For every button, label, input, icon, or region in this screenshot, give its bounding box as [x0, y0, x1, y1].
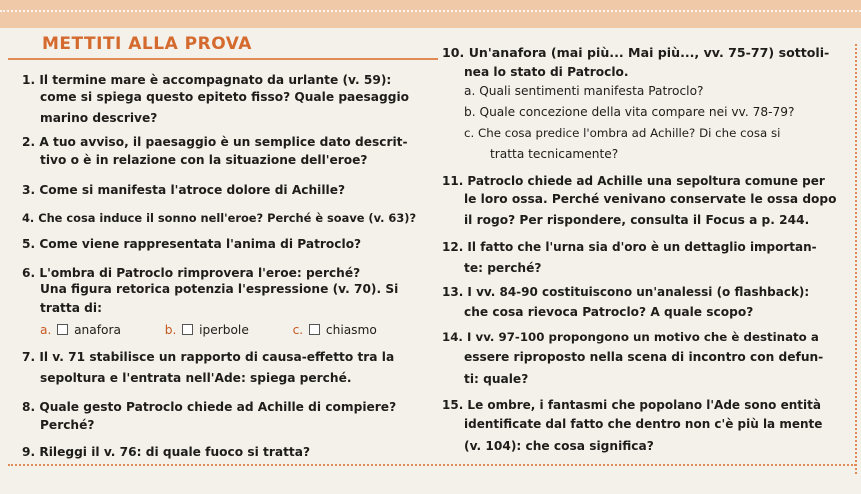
question-6-line-3: tratta di: — [40, 301, 102, 315]
title-underline — [8, 58, 438, 60]
question-2-line-2: tivo o è in relazione con la situazione dell'eroe? — [40, 153, 368, 167]
question-8-line-1: 8. Quale gesto Patroclo chiede ad Achille di compiere? — [22, 400, 397, 414]
question-10-c-line-2: tratta tecnicamente? — [490, 147, 619, 161]
question-11-line-2: le loro ossa. Perché venivano conservate le ossa dopo — [464, 192, 837, 206]
question-15-line-3: (v. 104): che cosa significa? — [464, 439, 654, 453]
question-5: 5. Come viene rappresentata l'anima di Patroclo? — [22, 237, 362, 251]
option-c-letter: c. — [292, 323, 304, 337]
question-10-line-1: 10. Un'anafora (mai più... Mai più..., vv. 75-77) sottoli- — [442, 45, 830, 60]
question-1-line-2: come si spiega questo epiteto fisso? Quale paesaggio — [40, 90, 410, 104]
question-1-line-3: marino descrive? — [40, 111, 158, 125]
option-c-label: chiasmo — [325, 323, 377, 337]
question-8-line-2: Perché? — [40, 418, 95, 432]
option-a-letter: a. — [40, 323, 52, 337]
top-band — [0, 0, 861, 28]
question-11-line-1: 11. Patroclo chiede ad Achille una sepoltura comune per — [442, 174, 825, 188]
option-a-label: anafora — [74, 323, 121, 337]
question-11-line-3: il rogo? Per rispondere, consulta il Focus a p. 244. — [464, 213, 810, 227]
option-b-label: iperbole — [199, 323, 249, 337]
checkbox-anafora[interactable] — [57, 324, 68, 335]
question-12-line-1: 12. Il fatto che l'urna sia d'oro è un dettaglio importan- — [442, 240, 817, 254]
question-14-line-1: 14. I vv. 97-100 propongono un motivo che è destinato a — [442, 330, 819, 344]
question-6-options — [40, 323, 377, 337]
section-title: METTITI ALLA PROVA — [42, 34, 252, 54]
bottom-dotted-border — [8, 464, 856, 466]
question-15-line-2: identificate dal fatto che dentro non c'è più la mente — [464, 417, 823, 431]
question-6-line-2: Una figura retorica potenzia l'espressione (v. 70). Si — [40, 282, 399, 296]
question-14-line-2: essere riproposto nella scena di incontro con defun- — [464, 350, 824, 364]
question-2-line-1: 2. A tuo avviso, il paesaggio è un semplice dato descrit- — [22, 135, 408, 149]
question-10-b: b. Quale concezione della vita compare nei vv. 78-79? — [464, 105, 795, 119]
right-dotted-border — [855, 44, 857, 474]
question-10-c-line-1: c. Che cosa predice l'ombra ad Achille? Di che cosa si — [464, 126, 781, 140]
question-9: 9. Rileggi il v. 76: di quale fuoco si tratta? — [22, 445, 311, 459]
question-12-line-2: te: perché? — [464, 261, 542, 275]
option-b-letter: b. — [164, 323, 177, 337]
question-4: 4. Che cosa induce il sonno nell'eroe? Perché è soave (v. 63)? — [22, 211, 417, 225]
question-6-line-1: 6. L'ombra di Patroclo rimprovera l'eroe: perché? — [22, 266, 361, 280]
question-3: 3. Come si manifesta l'atroce dolore di Achille? — [22, 183, 346, 197]
question-13-line-1: 13. I vv. 84-90 costituiscono un'analessi (o flashback): — [442, 285, 810, 299]
checkbox-iperbole[interactable] — [182, 324, 193, 335]
top-dotted-border — [0, 10, 861, 14]
question-7-line-1: 7. Il v. 71 stabilisce un rapporto di causa-effetto tra la — [22, 350, 395, 364]
question-10-line-2: nea lo stato di Patroclo. — [464, 65, 629, 79]
checkbox-chiasmo[interactable] — [309, 324, 320, 335]
question-15-line-1: 15. Le ombre, i fantasmi che popolano l'Ade sono entità — [442, 398, 821, 412]
question-14-line-3: ti: quale? — [464, 372, 529, 386]
question-7-line-2: sepoltura e l'entrata nell'Ade: spiega perché. — [40, 371, 352, 385]
question-10-a: a. Quali sentimenti manifesta Patroclo? — [464, 84, 704, 98]
question-13-line-2: che cosa rievoca Patroclo? A quale scopo? — [464, 305, 754, 319]
question-1-line-1: 1. Il termine mare è accompagnato da urlante (v. 59): — [22, 73, 392, 87]
